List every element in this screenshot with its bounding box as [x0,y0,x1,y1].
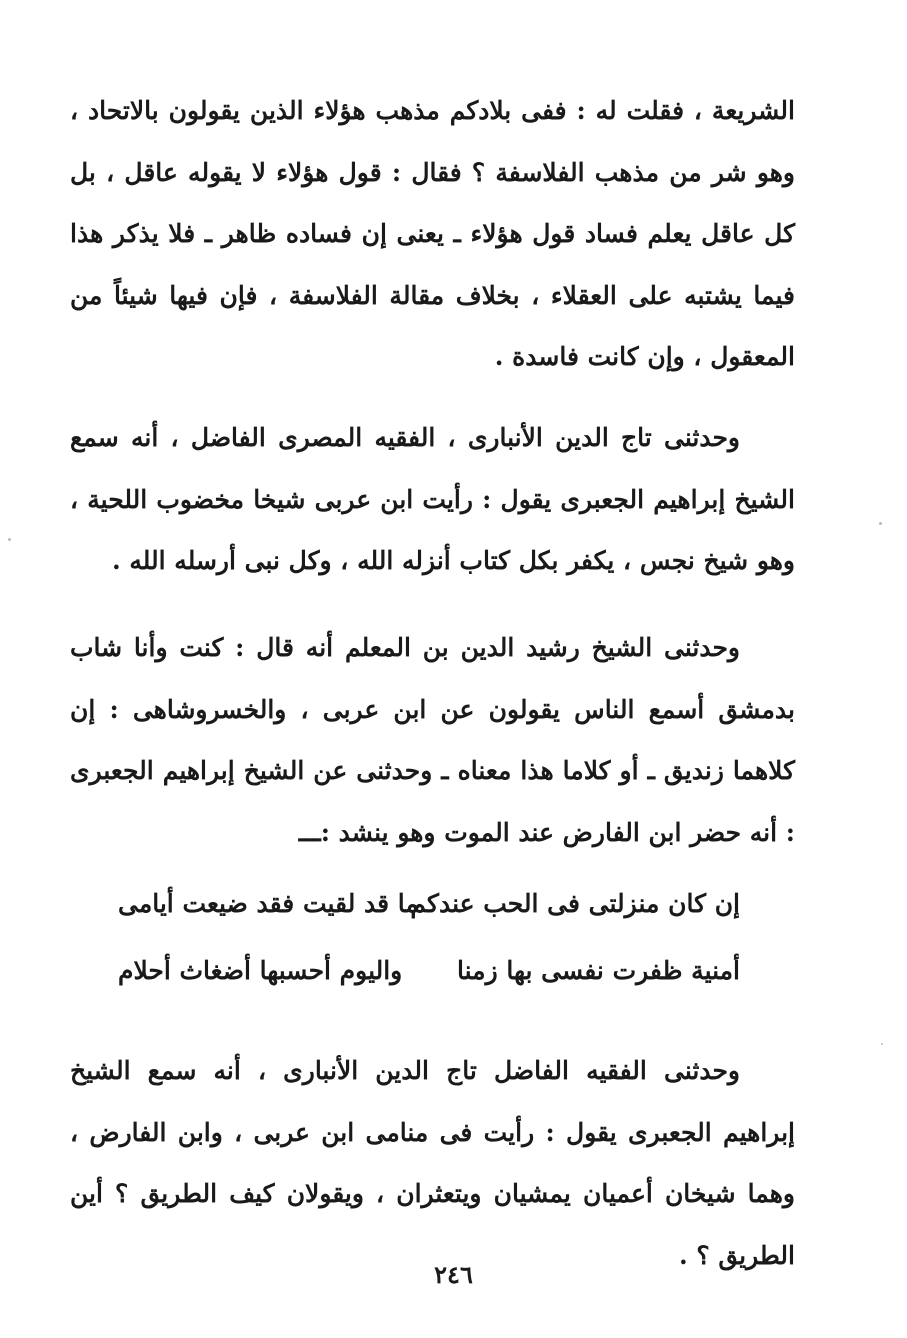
scan-speck [881,1043,883,1045]
poem-verse [118,940,740,1002]
paragraph-continuation: الشريعة ، فقلت له : ففى بلادكم مذهب هؤلاء الذين يقولون بالاتحاد ، وهو شر من مذهب الفلاسفة ؟ فقال : قول هؤلاء لا يقوله عاقل ، بل كل عاقل يعلم فساد قول هؤلاء ـ يعنى إن فساده ظاهر ـ فلا يذكر هذا فيما يشتبه على العقلاء ، بخلاف مقالة الفلاسفة ، فإن فيها شيئاً من المعقول ، وإن كانت فاسدة . [70,96,795,371]
verse-first-hemistich: إن كان منزلتى فى الحب عندكم [410,889,740,918]
verse-second-hemistich: ما قد لقيت فقد ضيعت أيامى [118,889,419,918]
paragraph-dream-report: وحدثنى الفقيه الفاضل تاج الدين الأنبارى ، أنه سمع الشيخ إبراهيم الجعبرى يقول : رأيت فى منامى ابن عربى ، وابن الفارض ، وهما شيخان أعميان يمشيان ويتعثران ، ويقولان كيف الطريق ؟ أين الطريق ؟ . [70,1056,795,1270]
scan-speck [879,522,882,525]
paragraph-rashid-report: وحدثنى الشيخ رشيد الدين بن المعلم أنه قال : كنت وأنا شاب بدمشق أسمع الناس يقولون عن ابن عربى ، والخسروشاهى : إن كلاهما زنديق ـ أو كلاما هذا معناه ـ وحدثنى عن الشيخ إبراهيم الجعبرى : أنه حضر ابن الفارض عند الموت وهو ينشد :ـــ [70,633,795,847]
verse-second-hemistich: واليوم أحسبها أضغاث أحلام [118,956,403,985]
verse-first-hemistich: أمنية ظفرت نفسى بها زمنا [457,956,740,985]
scan-speck [8,538,11,541]
poem-verse [118,873,740,935]
page-number: ٢٤٦ [434,1260,473,1289]
paragraph-anbari-report: وحدثنى تاج الدين الأنبارى ، الفقيه المصرى الفاضل ، أنه سمع الشيخ إبراهيم الجعبرى يقول : رأيت ابن عربى شيخا مخضوب اللحية ، وهو شيخ نجس ، يكفر بكل كتاب أنزله الله ، وكل نبى أرسله الله . [70,423,795,575]
